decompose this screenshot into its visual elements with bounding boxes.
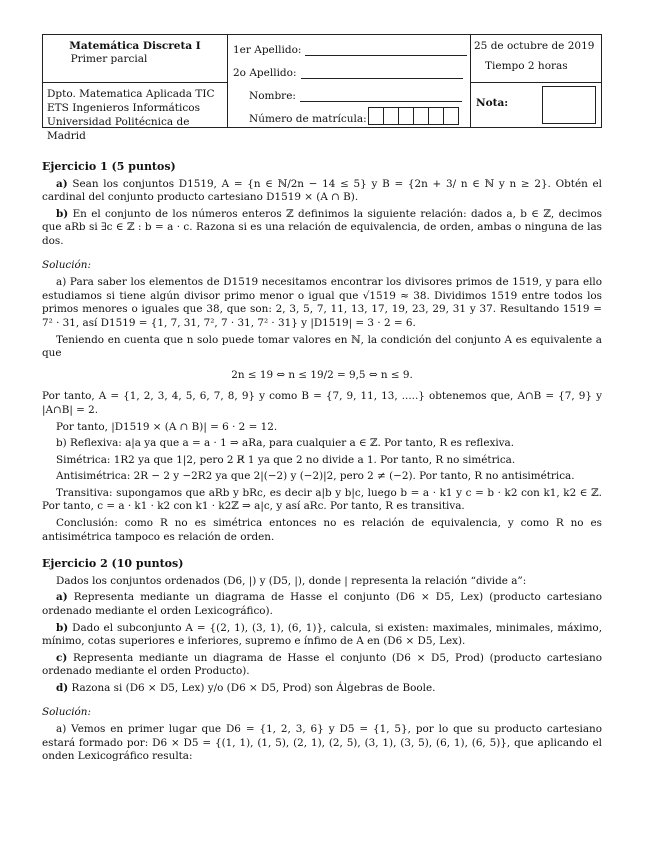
name-label: Nombre: [249, 90, 296, 102]
exam-content [42, 160, 602, 767]
exercise-1-part-a: a) Sean los conjuntos D1519, A = {n ∈ ℕ/2n − 14 ≤ 5} y B = {2n + 3/ n ∈ ℕ y n ≥ 2}. Obtén el cardinal del conjunto producto cartesiano D1519 × (A ∩ B). [42, 177, 602, 204]
exercise-2-part-d: d) Razona si (D6 × D5, Lex) y/o (D6 × D5, Prod) son Álgebras de Boole. [56, 682, 436, 694]
exam-meta [470, 35, 601, 127]
solution-1-label: Solución: [42, 258, 91, 271]
first-surname-label: 1er Apellido: [233, 44, 302, 56]
course-info [43, 35, 228, 142]
course-title: Matemática Discreta I [69, 40, 201, 52]
exercise-2-title: Ejercicio 2 (10 puntos) [42, 557, 184, 571]
department: Dpto. Matematica Aplicada TIC [47, 88, 215, 100]
solution-1-para: Antisimétrica: 2R − 2 y −2R2 ya que 2|(−2) y (−2)|2, pero 2 ≠ (−2). Por tanto, R no antisimétrica. [56, 470, 575, 483]
school: ETS Ingenieros Informáticos [47, 102, 200, 114]
exam-date: 25 de octubre de 2019 [474, 40, 595, 52]
enrollment-number-field[interactable] [369, 107, 459, 125]
solution-1-para: Transitiva: supongamos que aRb y bRc, es decir a|b y b|c, luego b = a · k1 y c = b · k2 con k1, k2 ∈ ℤ. Por tanto, c = a · k1 · k2 con k1 · k2ℤ ⇒ a|c, y así aRc. Por tanto, R es transitiva. [42, 486, 602, 513]
student-fields [227, 35, 471, 127]
enrollment-label: Número de matrícula: [249, 113, 367, 125]
exam-duration: Tiempo 2 horas [485, 60, 568, 72]
solution-2-para: a) Vemos en primer lugar que D6 = {1, 2, 3, 6} y D5 = {1, 5}, por lo que su producto cartesiano estará formado por: D6 × D5 = {(1, 1), (1, 5), (2, 1), (2, 5), (3, 1), (3, 5), (6, 1), (6, 5)}, que aplicando el onden Lexicográfico resulta: [42, 723, 602, 763]
solution-2-label: Solución: [42, 705, 91, 718]
solution-1-formula: 2n ≤ 19 ⇔ n ≤ 19/2 = 9,5 ⇔ n ≤ 9. [231, 368, 413, 381]
exercise-2-part-a: a) Representa mediante un diagrama de Hasse el conjunto (D6 × D5, Lex) (producto cartesiano ordenado mediante el orden Lexicográfico). [42, 591, 602, 618]
second-surname-field[interactable] [301, 66, 463, 79]
first-surname-field[interactable] [305, 43, 467, 56]
university: Universidad Politécnica de Madrid [47, 116, 190, 142]
exam-header [42, 34, 602, 142]
exam-name: Primer parcial [70, 53, 148, 65]
exercise-1-title: Ejercicio 1 (5 puntos) [42, 160, 176, 173]
name-field[interactable] [300, 89, 462, 102]
solution-1-para: Simétrica: 1R2 ya que 1|2, pero 2 R̸ 1 ya que 2 no divide a 1. Por tanto, R no simétrica. [56, 453, 516, 466]
solution-1-para: Por tanto, |D1519 × (A ∩ B)| = 6 · 2 = 12. [56, 420, 278, 433]
grade-label: Nota: [476, 97, 509, 109]
solution-1-para: Por tanto, A = {1, 2, 3, 4, 5, 6, 7, 8, 9} y como B = {7, 9, 11, 13, .....} obtenemos que, A∩B = {7, 9} y |A∩B| = 2. [42, 390, 602, 416]
solution-1-para: Conclusión: como R no es simétrica entonces no es relación de equivalencia, y como R no es antisimétrica tampoco es relación de orden. [42, 517, 602, 543]
grade-box[interactable] [542, 86, 596, 124]
solution-1-para: Teniendo en cuenta que n solo puede tomar valores en ℕ, la condición del conjunto A es equivalente a que [42, 333, 602, 360]
exercise-1-part-b: b) En el conjunto de los números enteros ℤ definimos la siguiente relación: dados a, b ∈ ℤ, decimos que aRb si ∃c ∈ ℤ : b = a · c. Razona si es una relación de equivalencia, de orden, ambas o ninguna de las dos. [42, 207, 602, 247]
exercise-2-part-b: b) Dado el subconjunto A = {(2, 1), (3, 1), (6, 1)}, calcula, si existen: maximales, minimales, máximo, mínimo, cotas superiores e inferiores, supremo e ínfimo de A en (D6 × D5, Lex). [42, 621, 602, 648]
solution-1-para: a) Para saber los elementos de D1519 necesitamos encontrar los divisores primos de 1519, y para ello estudiamos si tiene algún divisor primo menor o igual que √1519 ≈ 38. Dividimos 1519 entre todos los primos menores o iguales que 38, que son: 2, 3, 5, 7, 11, 13, 17, 19, 23, 29, 31 y 37. Resultando 1519 = 7² · 31, así D1519 = {1, 7, 31, 7², 7 · 31, 7² · 31} y |D1519| = 3 · 2 = 6. [42, 276, 602, 329]
second-surname-label: 2o Apellido: [233, 67, 297, 79]
exercise-2-intro: Dados los conjuntos ordenados (D6, |) y (D5, |), donde | representa la relación “divide a”: [56, 574, 527, 587]
solution-1-para: b) Reflexiva: a|a ya que a = a · 1 ⇒ aRa, para cualquier a ∈ ℤ. Por tanto, R es reflexiva. [56, 437, 515, 450]
exercise-2-part-c: c) Representa mediante un diagrama de Hasse el conjunto (D6 × D5, Prod) (producto cartesiano ordenado mediante el orden Producto). [42, 651, 602, 678]
